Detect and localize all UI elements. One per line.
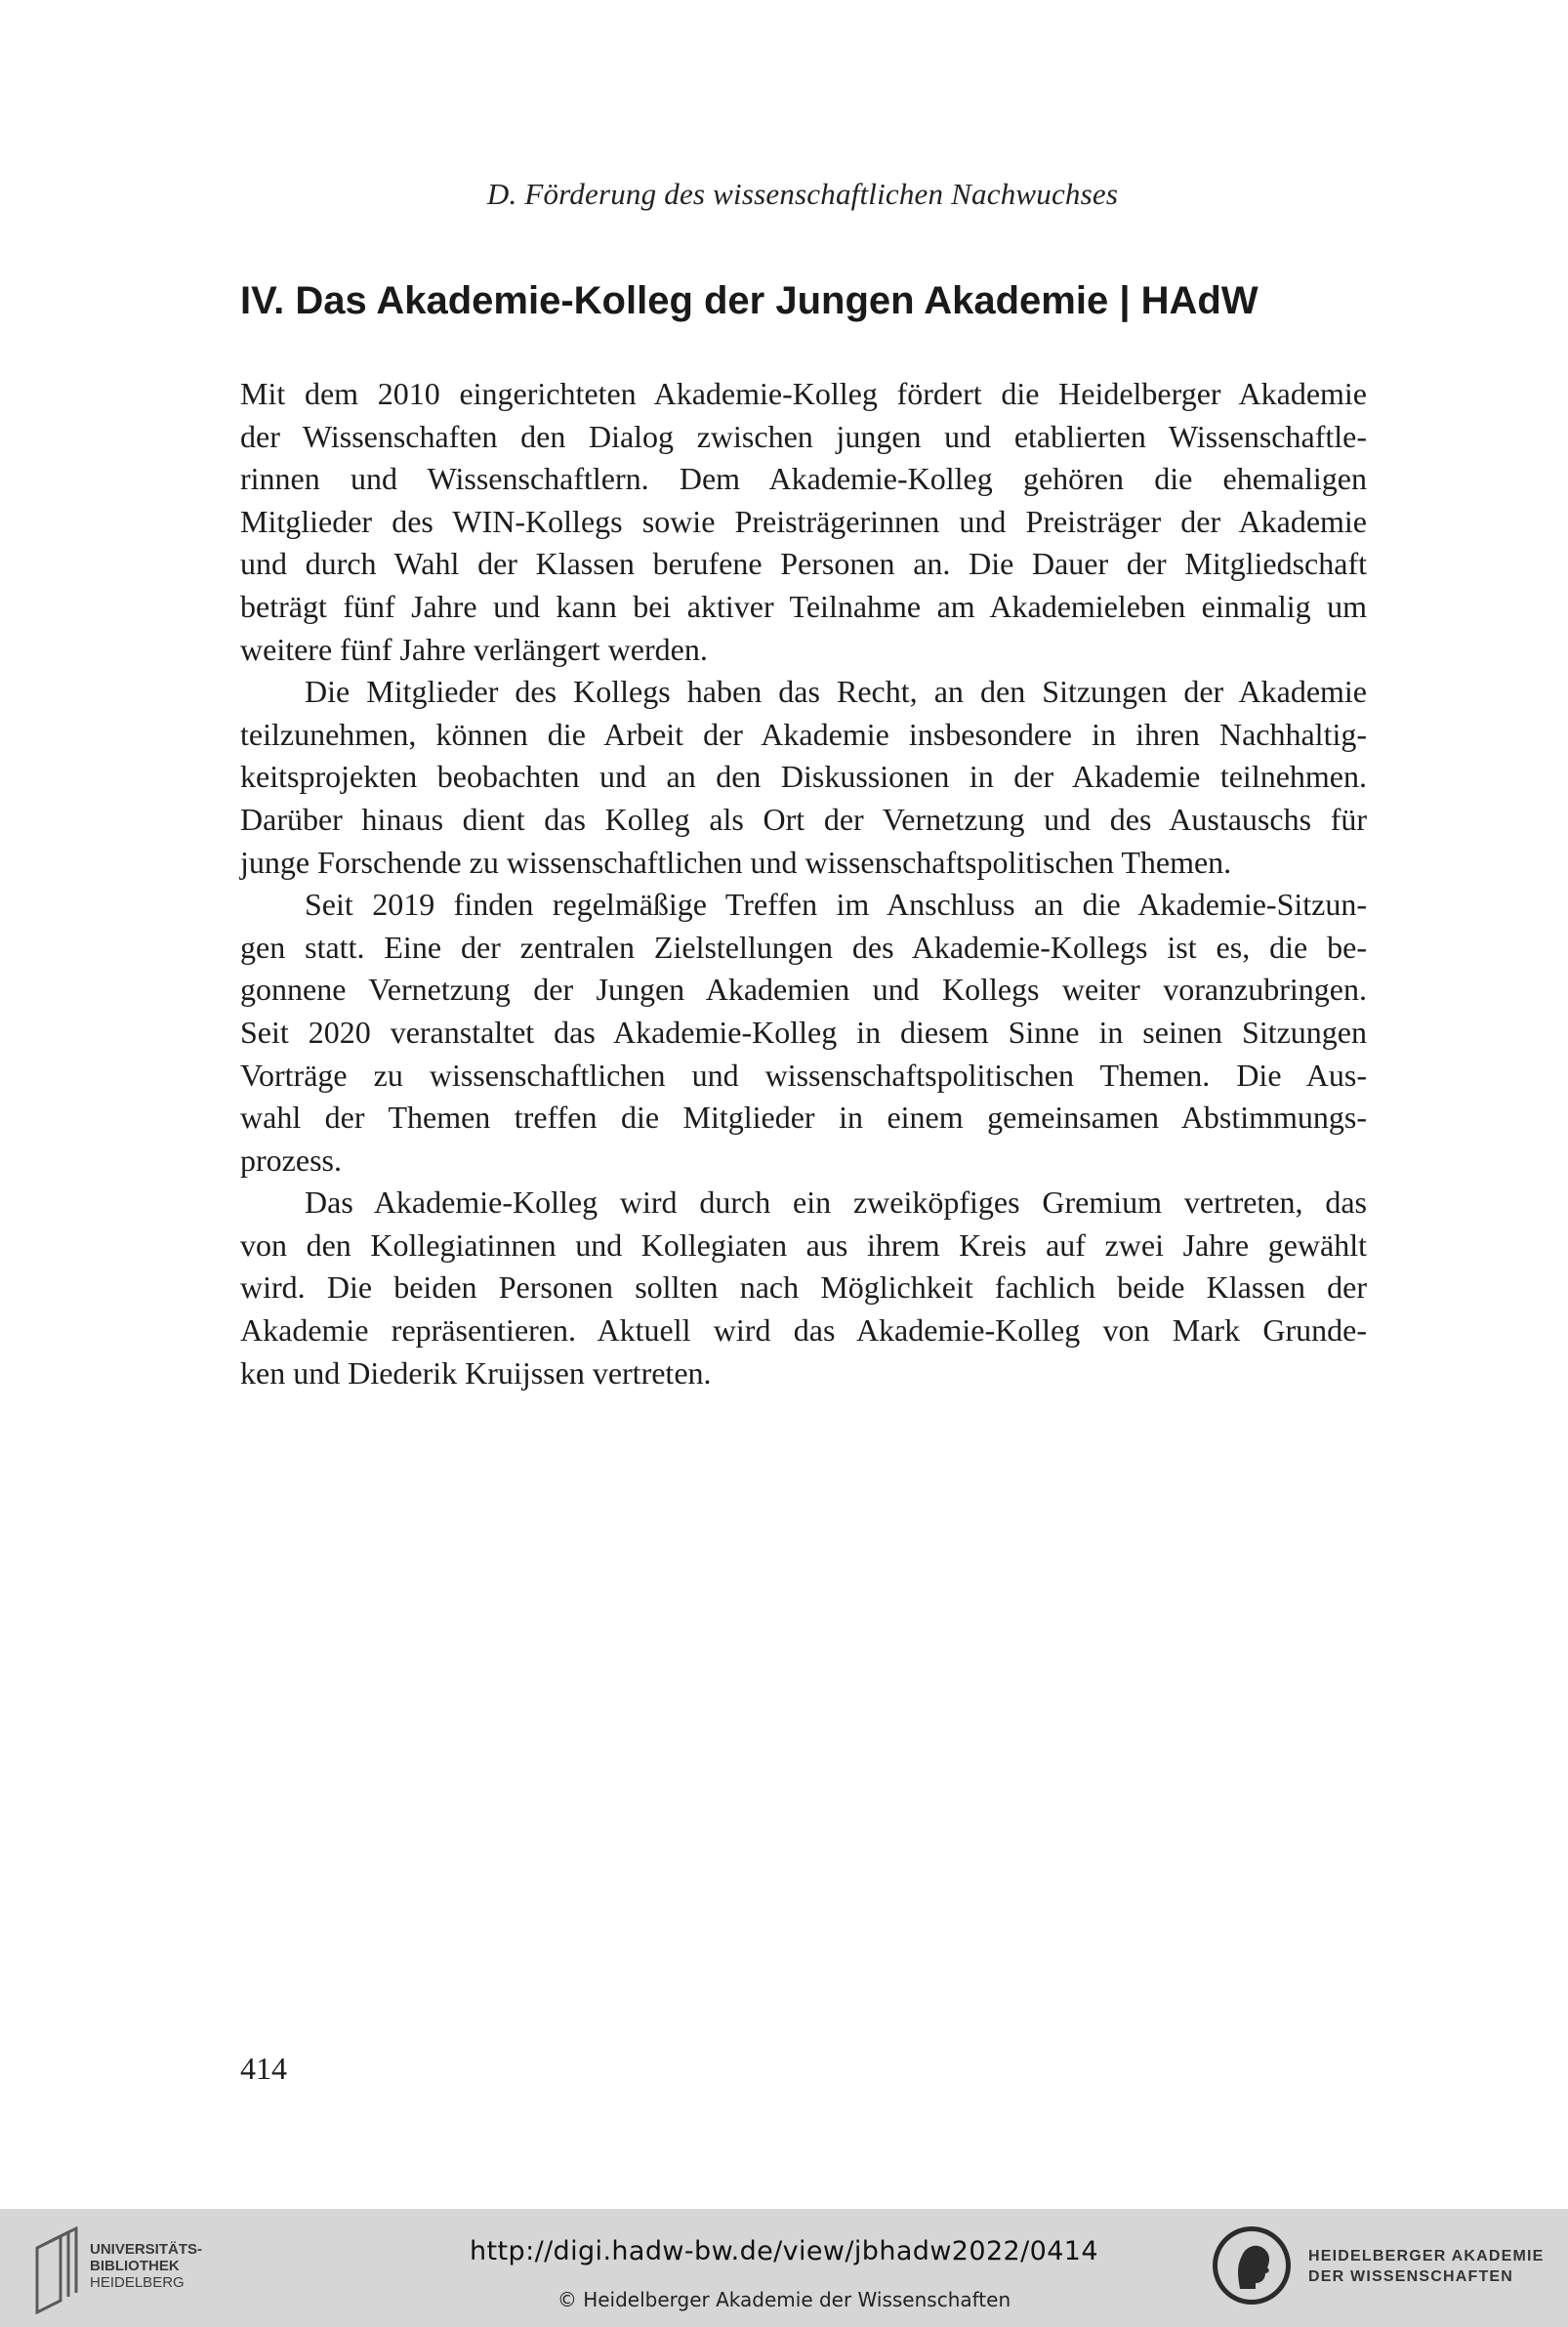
paragraph-line: Seit 2019 finden regelmäßige Treffen im Anschluss an die Akademie-Sitzun- [305, 887, 1367, 923]
academy-seal-icon [1211, 2224, 1293, 2306]
body-text [240, 373, 1367, 1394]
paragraph-line: weitere fünf Jahre verlängert werden. [240, 631, 708, 667]
paragraph-line: gonnene Vernetzung der Jungen Akademien und Kollegs weiter voranzubringen. [240, 972, 1367, 1008]
academy-line-1: HEIDELBERGER AKADEMIE [1308, 2248, 1545, 2265]
chapter-heading: IV. Das Akademie-Kolleg der Jungen Akademie | HAdW [240, 279, 1259, 322]
paragraph-line: rinnen und Wissenschaftlern. Dem Akademie-Kolleg gehören die ehemaligen [240, 461, 1367, 497]
paragraph-line: Akademie repräsentieren. Aktuell wird das Akademie-Kolleg von Mark Grunde- [240, 1312, 1367, 1349]
paragraph-line: Mitglieder des WIN-Kollegs sowie Preisträgerinnen und Preisträger der Akademie [240, 503, 1367, 539]
academy-name [1308, 2246, 1545, 2287]
paragraph-line: keitsprojekten beobachten und an den Diskussionen in der Akademie teilnehmen. [240, 759, 1367, 795]
library-line-1: UNIVERSITÄTS- [90, 2241, 203, 2258]
paragraph-line: Vorträge zu wissenschaftlichen und wissenschaftspolitischen Themen. Die Aus- [240, 1057, 1367, 1093]
page-number: 414 [240, 2051, 287, 2086]
paragraph-line: ken und Diederik Kruijssen vertreten. [240, 1354, 712, 1391]
paragraph-line: und durch Wahl der Klassen berufene Personen an. Die Dauer der Mitgliedschaft [240, 546, 1367, 582]
library-line-2: BIBLIOTHEK [90, 2258, 180, 2274]
paragraph-line: junge Forschende zu wissenschaftlichen und wissenschaftspolitischen Themen. [240, 844, 1232, 880]
paragraph-line: teilzunehmen, können die Arbeit der Akademie insbesondere in ihren Nachhaltig- [240, 716, 1367, 752]
paragraph-line: prozess. [240, 1142, 342, 1178]
paragraph-line: wird. Die beiden Personen sollten nach Möglichkeit fachlich beide Klassen der [240, 1269, 1367, 1306]
paragraph-line: Seit 2020 veranstaltet das Akademie-Kolleg in diesem Sinne in seinen Sitzungen [240, 1014, 1367, 1050]
paragraph-line: gen statt. Eine der zentralen Zielstellungen des Akademie-Kollegs ist es, die be- [240, 929, 1367, 965]
copyright-notice: © Heidelberger Akademie der Wissenschaften [557, 2288, 1011, 2311]
running-head: D. Förderung des wissenschaftlichen Nachwuchses [486, 177, 1119, 211]
paragraph-line: von den Kollegiatinnen und Kollegiaten aus ihrem Kreis auf zwei Jahre gewählt [240, 1226, 1367, 1263]
library-line-3: HEIDELBERG [90, 2274, 185, 2291]
paragraph-line: Darüber hinaus dient das Kolleg als Ort der Vernetzung und des Austauschs für [240, 801, 1367, 837]
paragraph-line: wahl der Themen treffen die Mitglieder in einem gemeinsamen Abstimmungs- [240, 1100, 1367, 1136]
paragraph-line: Mit dem 2010 eingerichteten Akademie-Kolleg fördert die Heidelberger Akademie [240, 376, 1367, 411]
paragraph-line: der Wissenschaften den Dialog zwischen jungen und etablierten Wissenschaftle- [240, 418, 1367, 454]
paragraph-line: beträgt fünf Jahre und kann bei aktiver Teilnahme am Akademieleben einmalig um [240, 588, 1367, 624]
permalink-url[interactable]: http://digi.hadw-bw.de/view/jbhadw2022/0414 [470, 2236, 1098, 2266]
academy-line-2: DER WISSENSCHAFTEN [1308, 2268, 1514, 2285]
paragraph-line: Das Akademie-Kolleg wird durch ein zweiköpfiges Gremium vertreten, das [305, 1184, 1367, 1221]
paragraph-line: Die Mitglieder des Kollegs haben das Recht, an den Sitzungen der Akademie [305, 674, 1367, 710]
